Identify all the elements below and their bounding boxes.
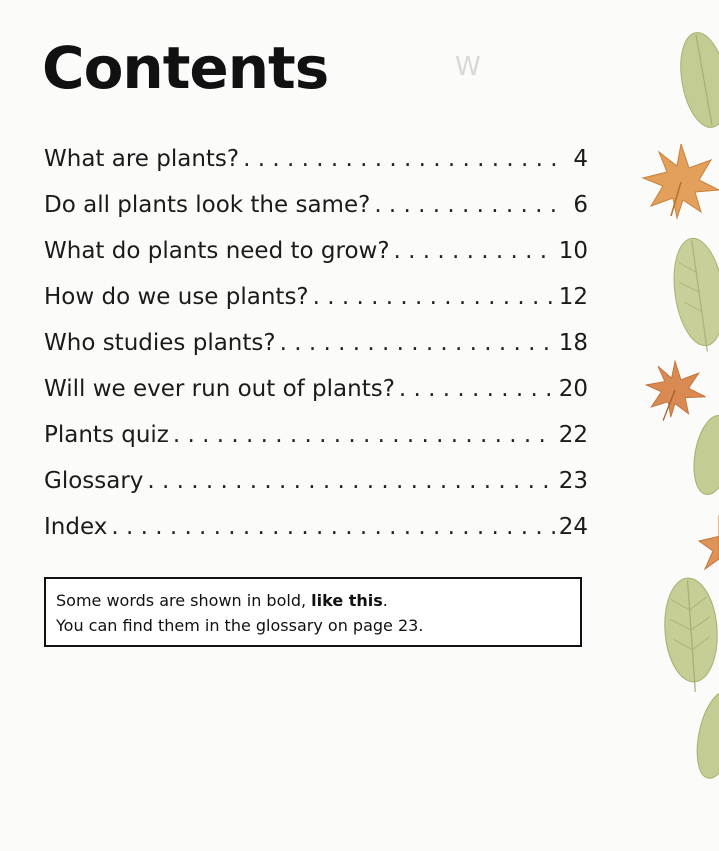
toc-entry-page: 6 xyxy=(573,192,588,218)
toc-entry[interactable] xyxy=(44,330,588,376)
dot-leader xyxy=(173,422,555,448)
toc-entry-page: 20 xyxy=(558,376,588,402)
dot-leader xyxy=(280,330,555,356)
toc-entry[interactable] xyxy=(44,284,588,330)
dot-leader xyxy=(399,376,555,402)
bleed-through-text: W xyxy=(455,52,481,82)
page-title: Contents xyxy=(42,34,329,102)
green-leaf-icon xyxy=(661,576,719,693)
note-line-2: You can find them in the glossary on page 23. xyxy=(56,616,424,635)
toc-entry-label: Plants quiz xyxy=(44,422,169,448)
toc-entry-label: What are plants? xyxy=(44,146,240,172)
maple-leaf-icon xyxy=(646,361,706,421)
table-of-contents xyxy=(44,146,588,560)
leaf-border xyxy=(629,0,719,851)
dot-leader xyxy=(374,192,556,218)
toc-entry-label: What do plants need to grow? xyxy=(44,238,390,264)
toc-entry-page: 12 xyxy=(558,284,588,310)
toc-entry[interactable] xyxy=(44,376,588,422)
toc-entry-page: 24 xyxy=(558,514,588,540)
toc-entry-page: 23 xyxy=(558,468,588,494)
toc-entry-page: 18 xyxy=(558,330,588,356)
green-leaf-icon xyxy=(690,688,719,782)
note-line-1 xyxy=(56,588,570,613)
toc-entry-label: Index xyxy=(44,514,108,540)
toc-entry-label: Will we ever run out of plants? xyxy=(44,376,395,402)
toc-entry-label: Glossary xyxy=(44,468,144,494)
note-text: Some words are shown in bold, xyxy=(56,591,312,610)
dot-leader xyxy=(111,514,554,540)
dot-leader xyxy=(313,284,555,310)
maple-leaf-icon xyxy=(643,144,719,218)
dot-leader xyxy=(243,146,556,172)
maple-leaf-icon xyxy=(699,515,719,569)
toc-entry[interactable] xyxy=(44,238,588,284)
toc-entry-page: 4 xyxy=(573,146,588,172)
toc-entry-page: 22 xyxy=(558,422,588,448)
toc-entry-label: Do all plants look the same? xyxy=(44,192,371,218)
glossary-note-box xyxy=(44,577,582,647)
green-leaf-icon xyxy=(688,412,719,497)
green-leaf-icon xyxy=(674,29,719,131)
green-leaf-icon xyxy=(668,235,719,355)
toc-entry-page: 10 xyxy=(558,238,588,264)
toc-entry-label: How do we use plants? xyxy=(44,284,309,310)
bold-example: like this xyxy=(311,591,383,610)
dot-leader xyxy=(147,468,554,494)
toc-entry[interactable] xyxy=(44,146,588,192)
dot-leader xyxy=(394,238,555,264)
toc-entry[interactable] xyxy=(44,422,588,468)
toc-entry[interactable] xyxy=(44,468,588,514)
toc-entry-label: Who studies plants? xyxy=(44,330,276,356)
note-punct: . xyxy=(382,591,388,610)
toc-entry[interactable] xyxy=(44,192,588,238)
toc-entry[interactable] xyxy=(44,514,588,560)
